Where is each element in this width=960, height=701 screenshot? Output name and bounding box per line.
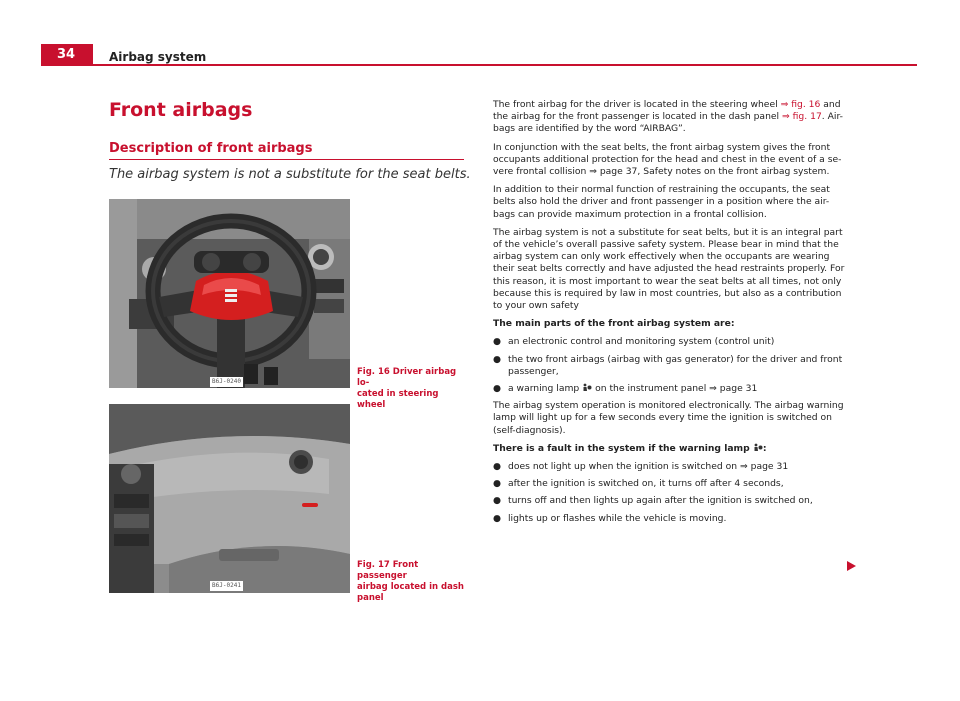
paragraph: The airbag system operation is monitored electronically. The airbag warning lamp will light up for a few seconds every time the ignition is switched on (self-diagnosis).: [493, 400, 844, 436]
caption-line: cated in steering wheel: [357, 389, 439, 410]
driver-airbag-image: [109, 199, 350, 388]
fig-17-link[interactable]: ⇒ fig. 17: [782, 111, 822, 123]
section-title: Front airbags: [109, 99, 253, 121]
text-run: . Air-bags are identified by the word “AIRBAG”.: [493, 111, 843, 135]
bullet-icon: ●: [493, 336, 502, 348]
subsection-title: Description of front airbags: [109, 141, 313, 156]
parts-heading: The main parts of the front airbag system are:: [493, 318, 735, 330]
list-item-text: the two front airbags (airbag with gas generator) for the driver and front passenger,: [508, 353, 843, 377]
text-run: There is a fault in the system if the warning lamp: [493, 442, 753, 454]
list-item-text: lights up or flashes while the vehicle is moving.: [508, 512, 727, 524]
lead-text: The airbag system is not a substitute for the seat belts.: [109, 167, 471, 182]
caption-line: Fig. 16 Driver airbag lo-: [357, 367, 457, 388]
figure-17-caption: [357, 560, 467, 604]
passenger-airbag-image: [109, 404, 350, 593]
caption-line: airbag located in dash: [357, 582, 464, 592]
list-item-text: turns off and then lights up again after the ignition is switched on,: [508, 495, 813, 507]
list-item-text: after the ignition is switched on, it turns off after 4 seconds,: [508, 478, 784, 490]
continue-arrow-icon: [847, 561, 856, 571]
page-number: 34: [41, 44, 93, 66]
list-item: [493, 478, 849, 490]
fault-heading: [493, 443, 849, 455]
fig-16-link[interactable]: ⇒ fig. 16: [780, 99, 821, 110]
bullet-icon: ●: [493, 461, 502, 473]
list-item-text: on the instrument panel ⇒ page 31: [592, 383, 758, 395]
list-item: [493, 383, 849, 395]
body-text: [493, 99, 849, 530]
bullet-icon: ●: [493, 383, 502, 395]
bullet-icon: ●: [493, 478, 502, 490]
figure-code: B6J-0240: [210, 377, 243, 387]
list-item: [493, 336, 849, 348]
list-item: [493, 495, 849, 507]
header-rule: [93, 64, 917, 66]
list-item-text: a warning lamp: [508, 383, 583, 395]
paragraph: [493, 99, 849, 136]
text-run: and the airbag for the front passenger is located in the dash panel: [493, 99, 841, 123]
paragraph: The airbag system is not a substitute for seat belts, but it is an integral part of the vehicle’s overall passive safety system. Please bear in mind that the airbag system can only work effectively when the occupants are wearing their seat belts correctly and have adjusted the head restraints properly. For this reason, it is most important to wear the seat belts at all times, not only because this is required by law in most countries, but also as a contribution to your own safety: [493, 226, 845, 312]
list-item: [493, 354, 849, 378]
caption-line: panel: [357, 593, 384, 603]
text-run: :: [762, 442, 767, 454]
list-item-text: an electronic control and monitoring system (control unit): [508, 336, 775, 348]
paragraph: In addition to their normal function of restraining the occupants, the seat belts also hold the driver and front passenger in a position where the air-bags can provide maximum protection in a frontal collision.: [493, 184, 830, 220]
bullet-icon: ●: [493, 512, 502, 524]
caption-line: Fig. 17 Front passenger: [357, 560, 419, 581]
figure-16-caption: [357, 367, 467, 411]
bullet-icon: ●: [493, 353, 502, 365]
text-run: The front airbag for the driver is located in the steering wheel: [493, 99, 781, 110]
chapter-title: Airbag system: [109, 50, 207, 64]
bullet-icon: ●: [493, 495, 502, 507]
list-item-text: does not light up when the ignition is switched on ⇒ page 31: [508, 461, 789, 473]
airbag-warning-lamp-icon: [753, 443, 763, 452]
paragraph: In conjunction with the seat belts, the front airbag system gives the front occupants additional protection for the head and chest in the event of a se-vere frontal collision ⇒ page 37, Safety notes on the front airbag system.: [493, 141, 842, 178]
figure-code: B6J-0241: [210, 581, 243, 591]
list-item: [493, 513, 849, 525]
airbag-warning-lamp-icon: [582, 383, 592, 392]
list-item: [493, 461, 849, 473]
subsection-rule: [109, 159, 464, 160]
